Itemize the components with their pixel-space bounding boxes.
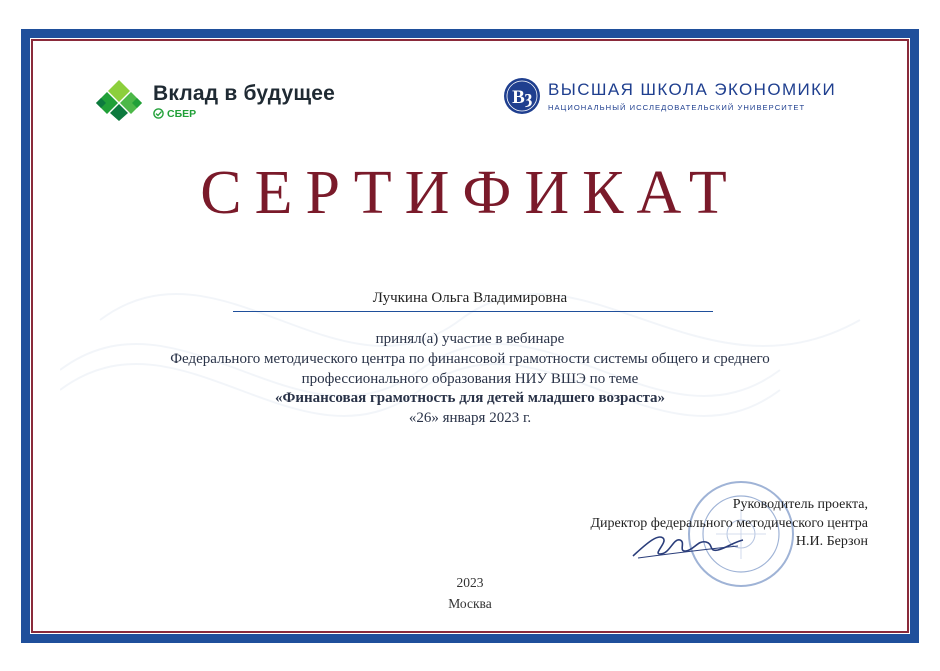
footer-city: Москва — [448, 596, 492, 611]
hse-logo-title: ВЫСШАЯ ШКОЛА ЭКОНОМИКИ — [548, 80, 837, 99]
signer-name: Н.И. Берзон — [795, 534, 868, 549]
sber-logo — [90, 78, 335, 122]
signer-block — [590, 496, 868, 552]
sber-check-icon — [153, 108, 164, 119]
body-line-center: Федерального методического центра по финансовой грамотности системы общего и среднего — [170, 350, 770, 367]
hse-logo-subtitle: НАЦИОНАЛЬНЫЙ ИССЛЕДОВАТЕЛЬСКИЙ УНИВЕРСИТЕТ — [548, 103, 806, 112]
svg-text:Вȝ: Вȝ — [512, 87, 532, 108]
webinar-date: «26» января 2023 г. — [408, 410, 532, 427]
signer-role: Руководитель проекта, — [732, 497, 868, 512]
sber-logo-title: Вклад в будущее — [153, 81, 336, 105]
body-line-participation: принял(а) участие в вебинаре — [375, 331, 565, 347]
body-line-education: профессионального образования НИУ ВШЭ по теме — [301, 370, 639, 387]
certificate-footer — [0, 572, 940, 614]
certificate-title: СЕРТИФИКАТ — [200, 159, 740, 227]
webinar-topic: «Финансовая грамотность для детей младшего возраста» — [274, 390, 666, 407]
hse-emblem-icon — [503, 77, 541, 115]
recipient-name: Лучкина Ольга Владимировна — [372, 290, 568, 306]
hse-logo — [503, 77, 836, 115]
name-underline — [233, 311, 713, 312]
sber-subtitle-text: СБЕР — [167, 107, 197, 120]
sber-logo-subtitle — [153, 108, 335, 120]
sber-diamond-icon — [90, 78, 148, 122]
footer-year: 2023 — [456, 575, 484, 590]
certificate-body — [0, 330, 940, 429]
signer-position: Директор федерального методического центра — [590, 515, 868, 531]
